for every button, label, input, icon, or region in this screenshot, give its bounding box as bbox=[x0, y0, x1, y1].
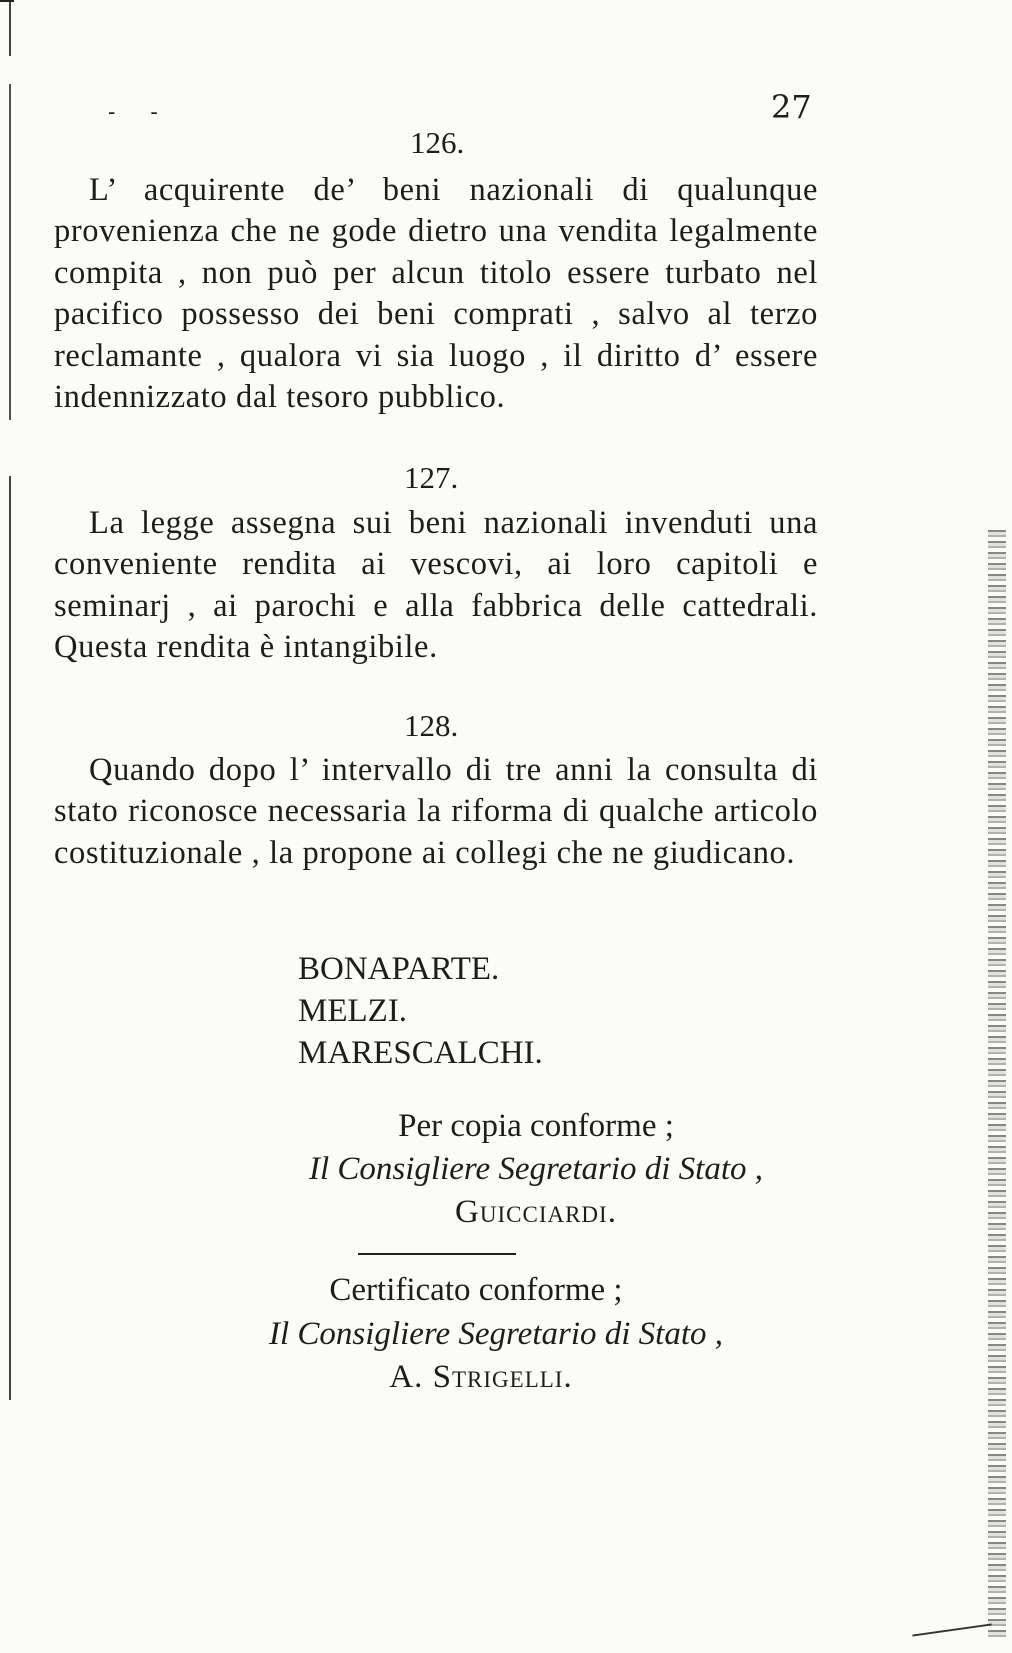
article-number-127: 127. bbox=[404, 460, 459, 495]
article-126-text: L’ acquirente de’ beni nazionali di qualunque provenienza che ne gode dietro una vendita legalmente compita , non può per alcun titolo essere turbato nel pacifico possesso dei beni comprati , salvo al terzo reclamante , qualora vi sia luogo , il diritto d’ essere indennizzato dal tesoro pubblico. bbox=[54, 172, 818, 416]
scan-edge-right bbox=[988, 530, 1006, 1640]
article-127 bbox=[54, 503, 818, 669]
copia-title: Il Consigliere Segretario di Stato , bbox=[308, 1151, 764, 1187]
page-number: 27 bbox=[771, 88, 812, 126]
signature-bonaparte: BONAPARTE. bbox=[298, 951, 500, 987]
copia-heading: Per copia conforme ; bbox=[398, 1108, 674, 1144]
scan-edge-top bbox=[0, 0, 14, 2]
article-number-126: 126. bbox=[410, 125, 465, 160]
certificato-signatory: A. Strigelli. bbox=[389, 1359, 573, 1395]
certificato-title: Il Consigliere Segretario di Stato , bbox=[268, 1316, 724, 1352]
article-128 bbox=[54, 750, 818, 874]
article-126 bbox=[54, 170, 818, 418]
signature-marescalchi: MARESCALCHI. bbox=[298, 1035, 543, 1071]
copia-signatory: Guicciardi. bbox=[455, 1194, 617, 1230]
signature-list bbox=[298, 948, 543, 1074]
divider-rule bbox=[358, 1253, 516, 1255]
article-number-128: 128. bbox=[404, 708, 459, 743]
dash-marks: - - bbox=[108, 100, 172, 125]
article-128-text: Quando dopo l’ intervallo di tre anni la consulta di stato riconosce necessaria la riforma di qualche articolo costituzionale , la propone ai collegi che ne giudicano. bbox=[54, 752, 818, 871]
signature-melzi: MELZI. bbox=[298, 993, 408, 1029]
article-127-text: La legge assegna sui beni nazionali invenduti una conveniente rendita ai vescovi, ai loro capitoli e seminarj , ai parochi e alla fabbrica delle cattedrali. Questa rendita è intangibile. bbox=[54, 505, 818, 666]
certificato-heading: Certificato conforme ; bbox=[329, 1272, 623, 1308]
scan-edge-left bbox=[9, 0, 11, 1400]
scan-edge-bottom bbox=[912, 1623, 991, 1636]
